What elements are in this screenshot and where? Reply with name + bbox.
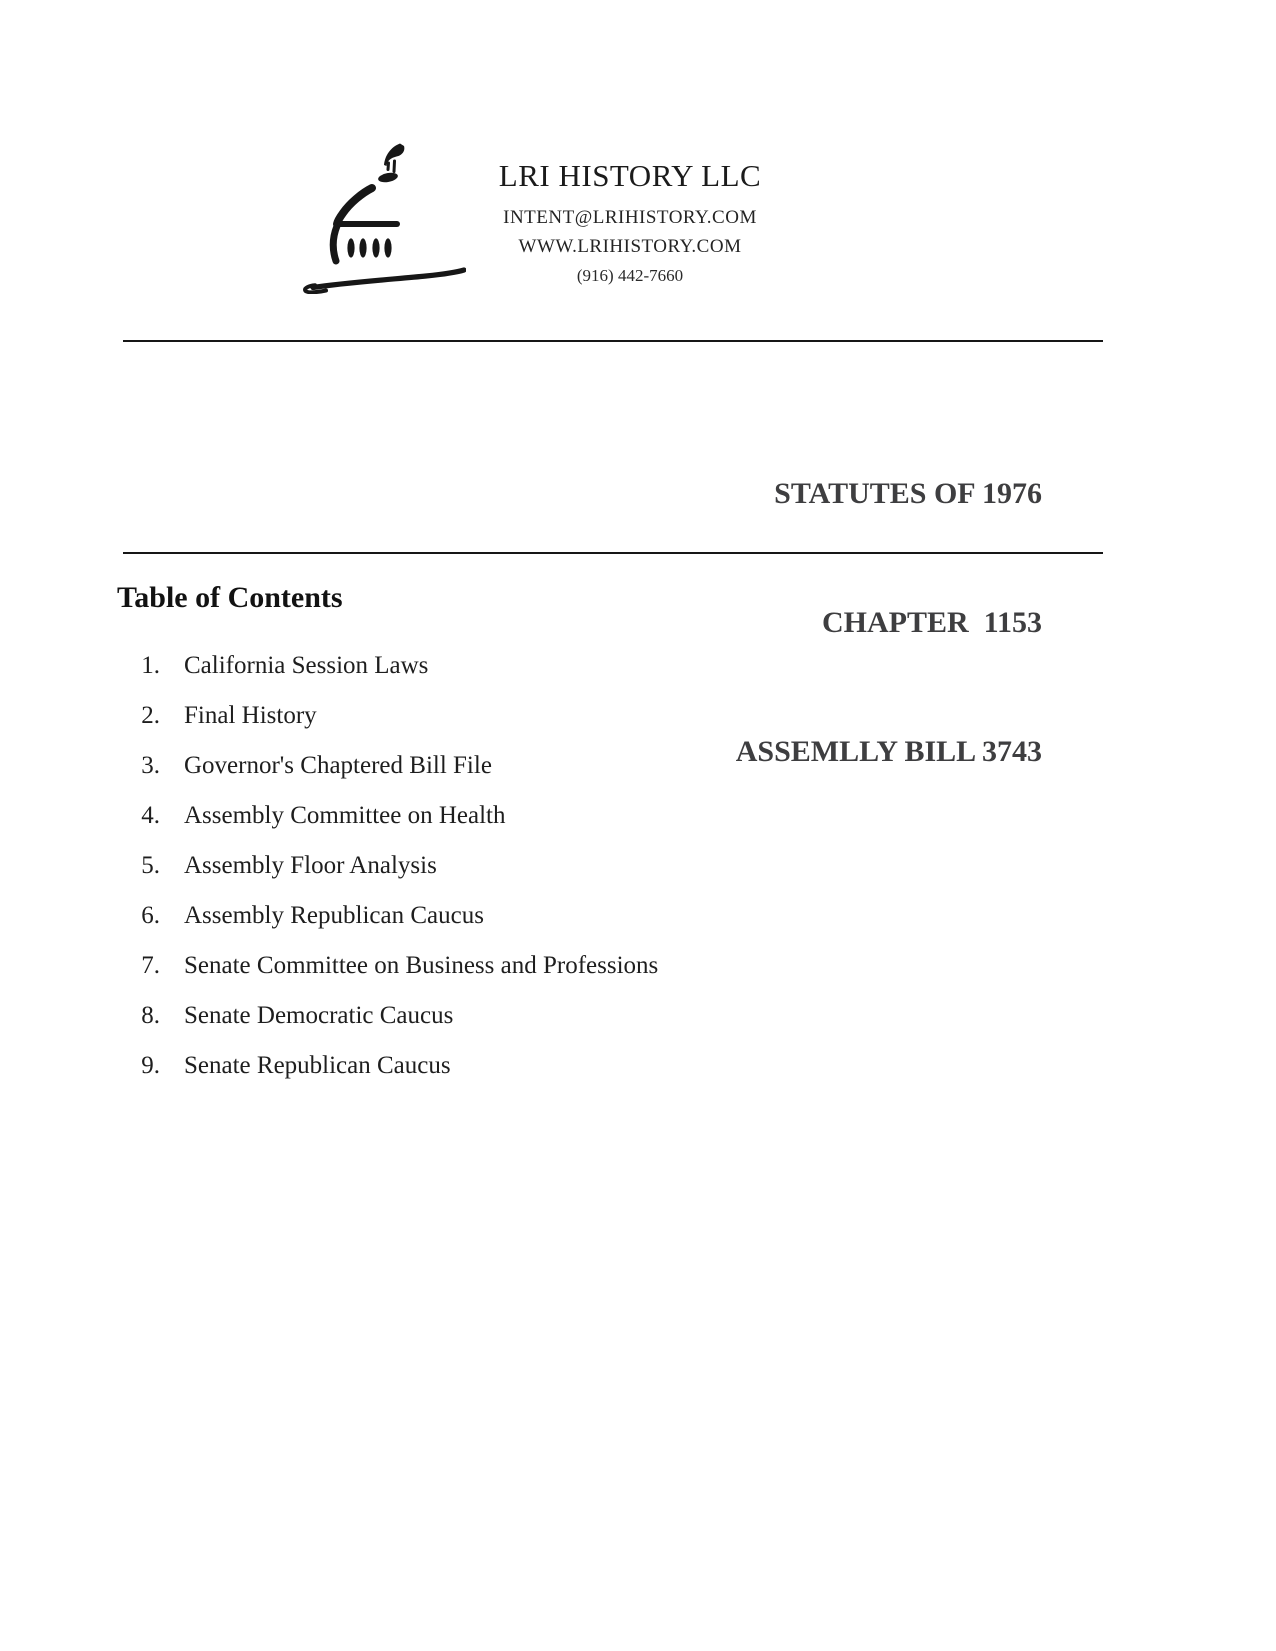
toc-item-label: Assembly Floor Analysis xyxy=(184,852,437,879)
company-phone: (916) 442-7660 xyxy=(576,266,684,285)
statutes-line: STATUTES OF 1976 xyxy=(774,477,1042,510)
toc-item xyxy=(117,891,658,941)
toc-item-number: 1. xyxy=(141,652,160,679)
toc-item-number: 7. xyxy=(141,952,160,979)
toc-item-label: Assembly Committee on Health xyxy=(184,802,506,829)
toc-item xyxy=(117,941,658,991)
toc-item-label: Senate Republican Caucus xyxy=(184,1052,451,1079)
toc-item-label: Governor's Chaptered Bill File xyxy=(184,752,492,779)
toc-item xyxy=(117,791,658,841)
toc-item xyxy=(117,691,658,741)
toc-item-label: California Session Laws xyxy=(184,652,429,679)
toc-item-label: Final History xyxy=(184,702,317,729)
company-name: LRI HISTORY LLC xyxy=(498,158,762,193)
toc-item-number: 8. xyxy=(141,1002,160,1029)
company-website: WWW.LRIHISTORY.COM xyxy=(518,236,742,257)
toc-item xyxy=(117,641,658,691)
toc-item-number: 2. xyxy=(141,702,160,729)
toc-item-number: 6. xyxy=(141,902,160,929)
toc-item-label: Assembly Republican Caucus xyxy=(184,902,484,929)
toc-item-number: 9. xyxy=(141,1052,160,1079)
chapter-line: CHAPTER 1153 xyxy=(821,606,1042,639)
toc-item xyxy=(117,1041,658,1091)
toc-heading: Table of Contents xyxy=(117,581,343,614)
toc-item-number: 5. xyxy=(141,852,160,879)
divider-top xyxy=(123,340,1103,342)
toc-item-label: Senate Democratic Caucus xyxy=(184,1002,454,1029)
toc-list xyxy=(117,641,658,1091)
statute-title-block xyxy=(736,386,1042,859)
toc-item-number: 4. xyxy=(141,802,160,829)
toc-item xyxy=(117,741,658,791)
company-email: INTENT@LRIHISTORY.COM xyxy=(503,207,757,228)
toc-item-label: Senate Committee on Business and Professions xyxy=(184,952,659,979)
assembly-bill-line: ASSEMLLY BILL 3743 xyxy=(735,735,1042,768)
toc-item-number: 3. xyxy=(141,752,160,779)
toc-item xyxy=(117,991,658,1041)
divider-bottom xyxy=(123,552,1103,554)
toc-item xyxy=(117,841,658,891)
